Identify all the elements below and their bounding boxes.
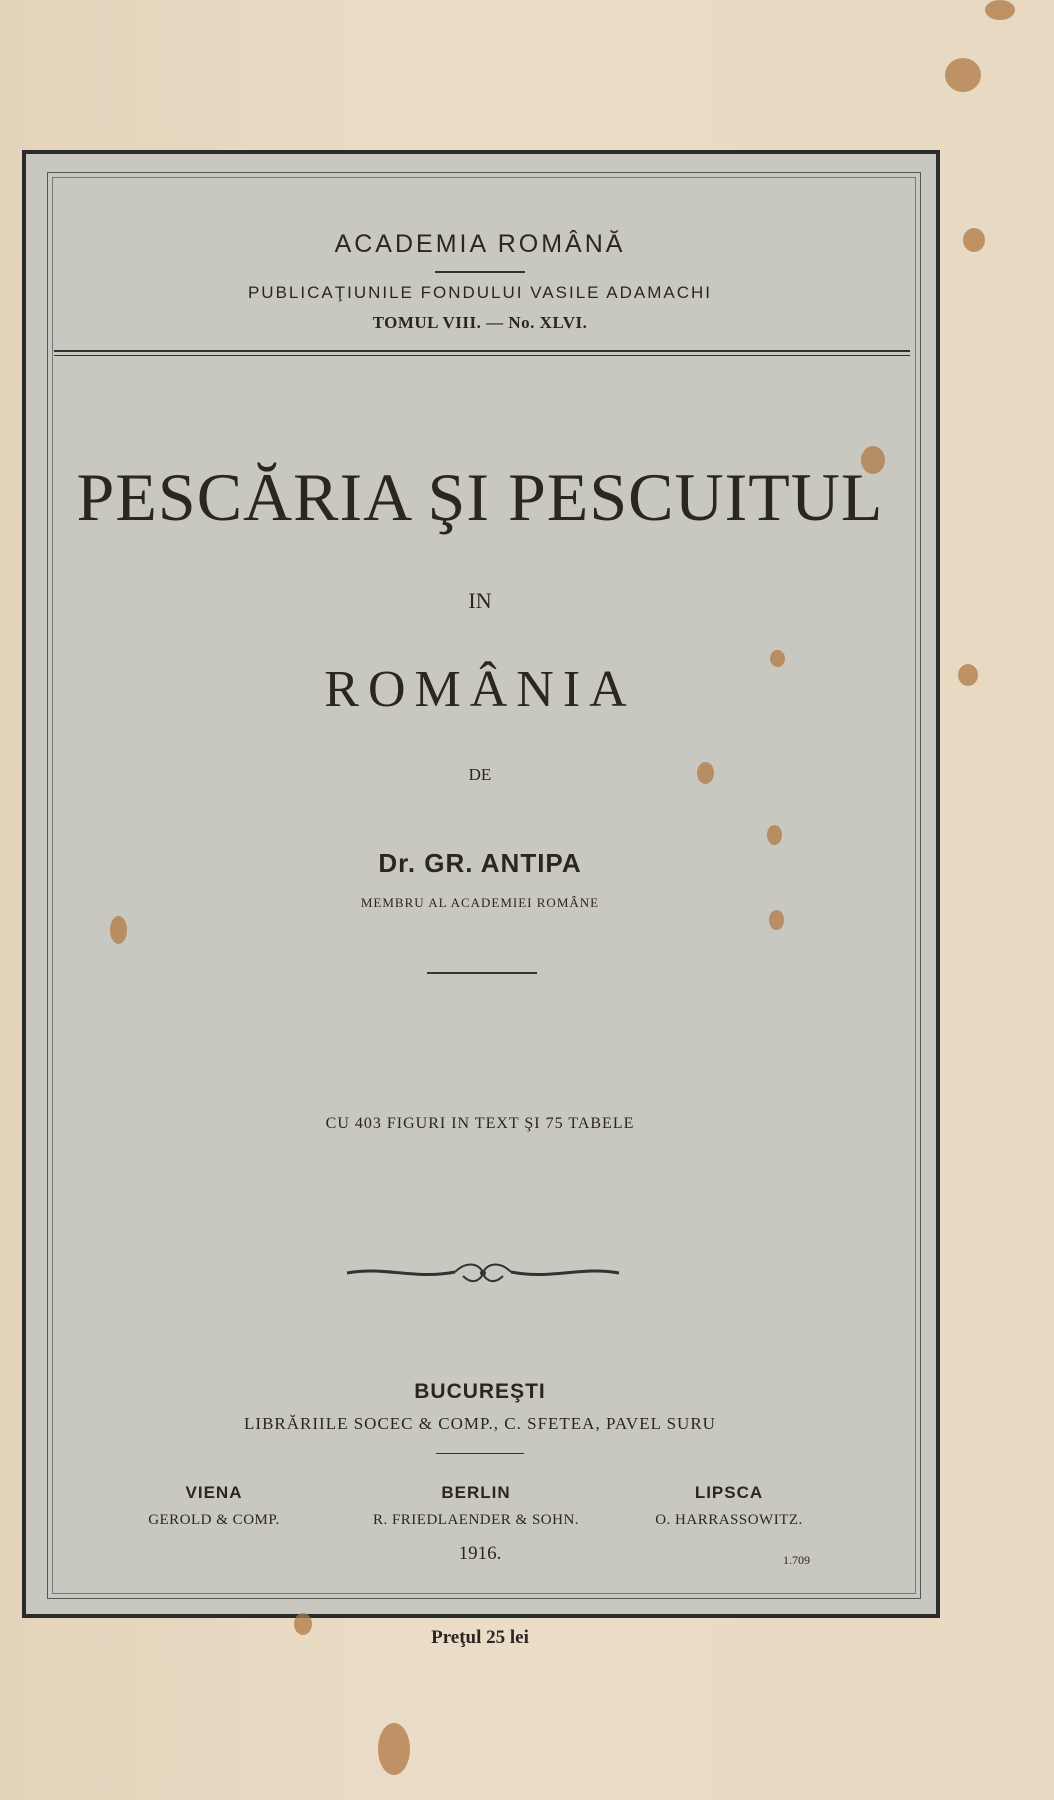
by-label: DE [468, 765, 492, 784]
author-name: Dr. GR. ANTIPA [378, 848, 582, 878]
branch-publisher-lipsca: O. HARRASSOWITZ. [655, 1512, 803, 1528]
ornament-icon [345, 1258, 621, 1288]
stain-mark [767, 825, 782, 845]
stain-mark [110, 916, 127, 944]
imprint-rule [436, 1453, 524, 1454]
stain-mark [769, 910, 784, 930]
book-title: PESCĂRIA ŞI PESCUITUL [76, 459, 884, 535]
stain-mark [963, 228, 985, 252]
stain-mark [985, 0, 1015, 20]
imprint-publishers: LIBRĂRIILE SOCEC & COMP., C. SFETEA, PAVEL SURU [244, 1414, 716, 1433]
publications-line: PUBLICAŢIUNILE FONDULUI VASILE ADAMACHI [247, 283, 713, 302]
figures-note: CU 403 FIGURI IN TEXT ŞI 75 TABELE [325, 1115, 635, 1132]
branch-publisher-berlin: R. FRIEDLAENDER & SOHN. [372, 1512, 580, 1528]
branch-city-berlin: BERLIN [441, 1483, 511, 1502]
imprint-city: BUCUREŞTI [414, 1380, 546, 1403]
header-short-rule [435, 271, 525, 273]
branch-city-lipsca: LIPSCA [694, 1483, 764, 1502]
tome-line: TOMUL VIII. — No. XLVI. [372, 313, 588, 332]
title-preposition: IN [468, 588, 492, 613]
catalog-number: 1.709 [783, 1553, 810, 1567]
title-country: ROMÂNIA [324, 661, 636, 718]
stain-mark [945, 58, 981, 92]
academy-name: ACADEMIA ROMÂNĂ [334, 230, 626, 258]
header-separator [54, 350, 910, 352]
branch-publisher-vienna: GEROLD & COMP. [148, 1512, 280, 1528]
publication-year: 1916. [458, 1543, 502, 1564]
author-role: MEMBRU AL ACADEMIEI ROMÂNE [360, 895, 600, 910]
branch-city-vienna: VIENA [185, 1483, 243, 1502]
author-rule [427, 972, 537, 974]
stain-mark [378, 1723, 410, 1775]
stain-mark [958, 664, 978, 686]
header-separator-2 [54, 355, 910, 356]
price-line: Preţul 25 lei [431, 1627, 529, 1648]
